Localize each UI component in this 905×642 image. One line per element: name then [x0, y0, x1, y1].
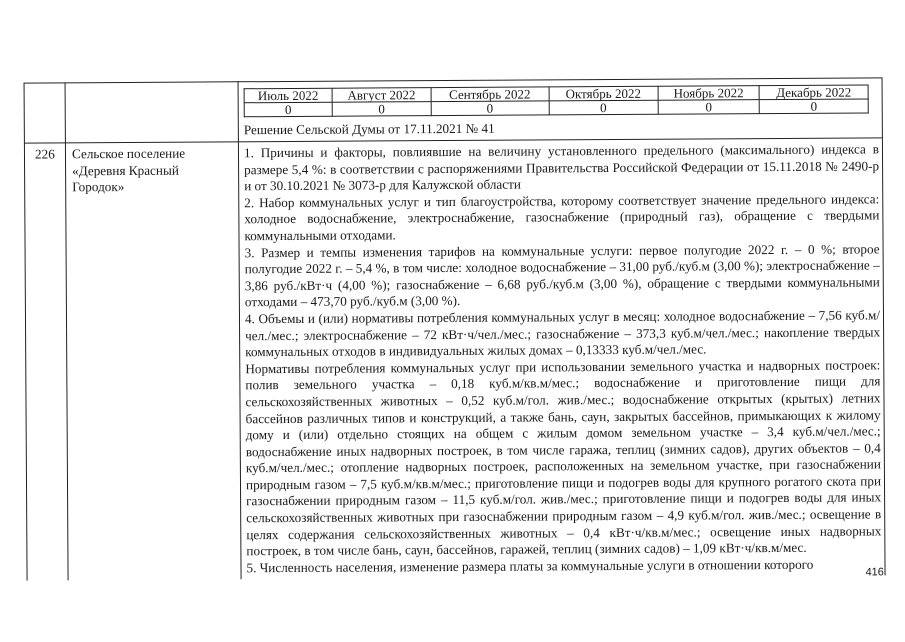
content-paragraph: 3. Размер и темпы изменения тарифов на коммунальные услуги: первое полугодие 2022 г. – 0 %; второе полугодие 2022 г. – 5,4 %, в том числе: холодное водоснабжение – 31,00 руб./куб.м (3,00 %); электроснабжение – 3,86 руб./кВт·ч (4,00 %); газоснабжение – 6,68 руб./куб.м (3,00 %), обращение с твердыми коммунальными отходами – 473,70 руб./куб.м (3,00 %). [244, 240, 880, 310]
month-value: 0 [549, 100, 658, 115]
month-header: Сентябрь 2022 [431, 87, 549, 102]
month-value: 0 [332, 102, 431, 117]
month-value: 0 [244, 102, 332, 117]
row-number: 226 [34, 146, 55, 162]
content-paragraph: Нормативы потребления коммунальных услуг при использовании земельного участка и надворных построек: полив земельного участка – 0,18 куб.м/кв.м/мес.; водоснабжение и приготовление пищи для сельскохозяйственных животных – 0,52 куб.м/гол. жив./мес.; водоснабжение открытых (крытых) летних бассейнов различных типов и конструкций, а также бань, саун, закрытых бассейнов, примыкающих к жилому дому и (или) отдельно стоящих на общем с жилым домом земельном участке – 3,4 куб.м/чел./мес.; водоснабжение иных надворных построек, в том числе гаража, теплиц (зимних садов), других объектов – 0,4 куб.м/чел./мес.; отопление надворных построек, расположенных на земельном участке, при газоснабжении природным газом – 7,5 куб.м/кв.м/мес.; приготовление пищи и подогрев воды для крупного рогатого скота при газоснабжении природным газом – 11,5 куб.м/гол. жив./мес.; приготовление пищи и подогрев воды для иных сельскохозяйственных животных при газоснабжении природным газом – 4,9 куб.м/гол. жив./мес.; освещение в целях содержания сельскохозяйственных животных – 0,4 кВт·ч/кв.м/мес.; освещение иных надворных построек, в том числе бань, саун, бассейнов, гаражей, теплиц (зимних садов) – 1,09 кВт·ч/кв.м/мес. [245, 357, 882, 559]
months-values-row [244, 99, 868, 117]
content-paragraph: 1. Причины и факторы, повлиявшие на величину установленного предельного (максимального) индекса в размере 5,4 %: в соответствии с распоряжениями Правительства Российской Федерации от 15.11.2018 № 2490-р и от 30.10.2021 № 3073-р для Калужской области [243, 141, 880, 194]
decision-line: Решение Сельской Думы от 17.11.2021 № 41 [243, 120, 495, 138]
month-value: 0 [431, 101, 549, 116]
month-header: Август 2022 [332, 88, 431, 103]
settlement-name: Сельское поселение «Деревня Красный Городок» [71, 145, 186, 195]
content-paragraph: 5. Численность населения, изменение размера платы за коммунальные услуги в отношении которого [246, 556, 814, 576]
table-border-top [24, 77, 882, 83]
month-header: Ноябрь 2022 [658, 86, 760, 101]
month-header: Декабрь 2022 [759, 85, 868, 100]
table-border-left [24, 83, 28, 581]
content-paragraph: 2. Набор коммунальных услуг и тип благоустройства, которому соответствует значение предельного индекса: холодное водоснабжение, электроснабжение, газоснабжение (природный газ), обращение с твердыми коммунальными отходами. [244, 191, 880, 244]
month-value: 0 [759, 99, 868, 114]
row-content [243, 141, 884, 579]
content-paragraph: 4. Объемы и (или) нормативы потребления коммунальных услуг в месяц: холодное водоснабжение – 7,56 куб.м/чел./мес.; электроснабжение – 72 кВт·ч/чел./мес.; газоснабжение – 373,3 куб.м/чел./мес.; накопление твердых коммунальных отходов в индивидуальных жилых домах – 0,13333 куб.м/чел./мес. [244, 307, 881, 360]
month-header: Июль 2022 [244, 88, 332, 103]
table-border-col2 [238, 81, 242, 579]
months-table [244, 84, 869, 117]
table-border-right [882, 77, 886, 575]
page-number: 416 [865, 566, 884, 579]
month-value: 0 [658, 100, 760, 115]
month-header: Октябрь 2022 [549, 86, 658, 101]
table-border-col1 [65, 82, 69, 580]
